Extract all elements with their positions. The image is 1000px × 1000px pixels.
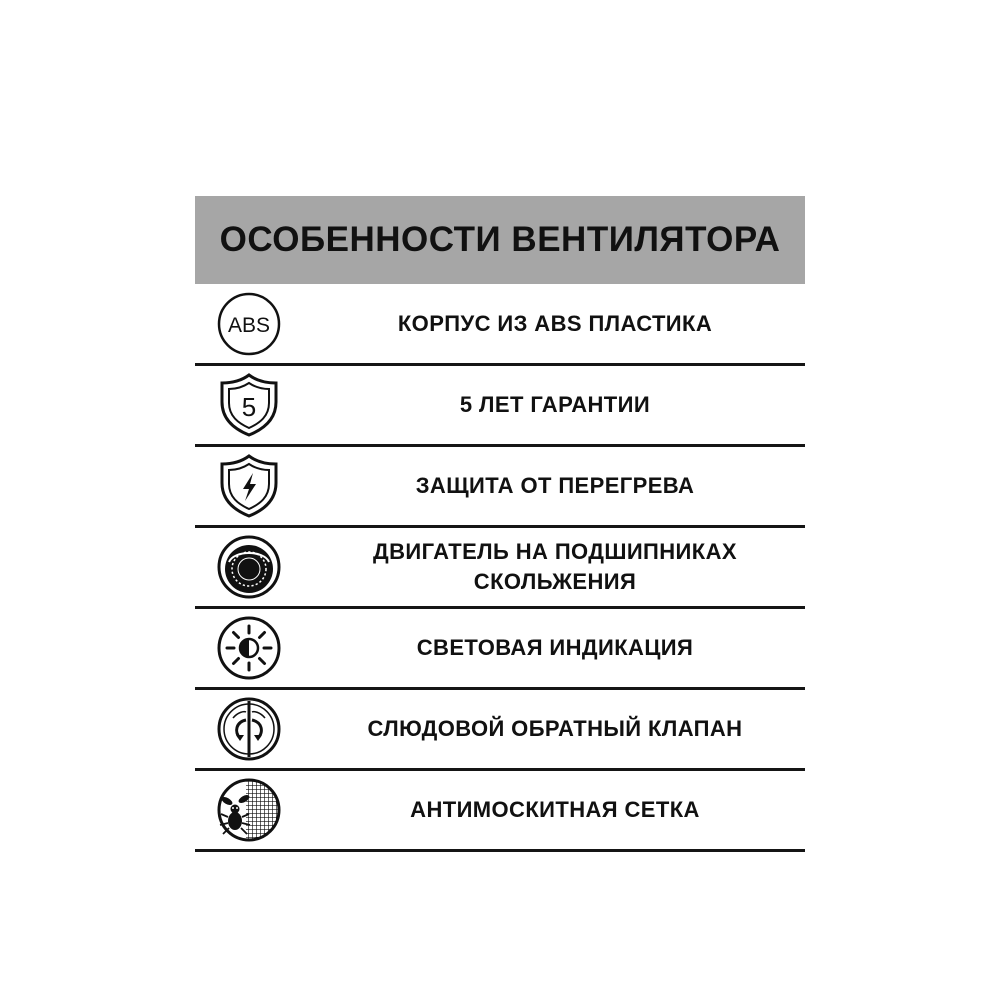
feature-label: АНТИМОСКИТНАЯ СЕТКА <box>410 797 700 822</box>
check-valve-icon <box>216 696 282 762</box>
mosquito-net-icon <box>216 777 282 843</box>
shield-5-icon <box>216 372 282 438</box>
feature-row-valve <box>195 690 805 771</box>
feature-label: КОРПУС ИЗ ABS ПЛАСТИКА <box>397 310 713 336</box>
feature-label: СЛЮДОВОЙ ОБРАТНЫЙ КЛАПАН <box>367 716 743 741</box>
feature-row-light <box>195 609 805 690</box>
feature-row-abs <box>195 284 805 366</box>
feature-label: ДВИГАТЕЛЬ НА ПОДШИПНИКАХ СКОЛЬЖЕНИЯ <box>373 539 737 594</box>
header-title: ОСОБЕННОСТИ ВЕНТИЛЯТОРА <box>219 220 781 259</box>
svg-text:5: 5 <box>241 392 257 422</box>
features-panel <box>195 196 805 852</box>
feature-row-net <box>195 771 805 852</box>
feature-row-warranty <box>195 366 805 447</box>
feature-label: ЗАЩИТА ОТ ПЕРЕГРЕВА <box>415 473 695 498</box>
light-indicator-icon <box>216 615 282 681</box>
bearing-icon <box>216 534 282 600</box>
shield-lightning-icon <box>216 453 282 519</box>
features-header <box>195 196 805 284</box>
abs-icon <box>216 291 282 357</box>
feature-row-overheat <box>195 447 805 528</box>
feature-label: СВЕТОВАЯ ИНДИКАЦИЯ <box>416 635 694 660</box>
svg-text:ABS: ABS <box>227 313 271 337</box>
feature-row-motor <box>195 528 805 609</box>
feature-label: 5 ЛЕТ ГАРАНТИИ <box>459 392 651 417</box>
